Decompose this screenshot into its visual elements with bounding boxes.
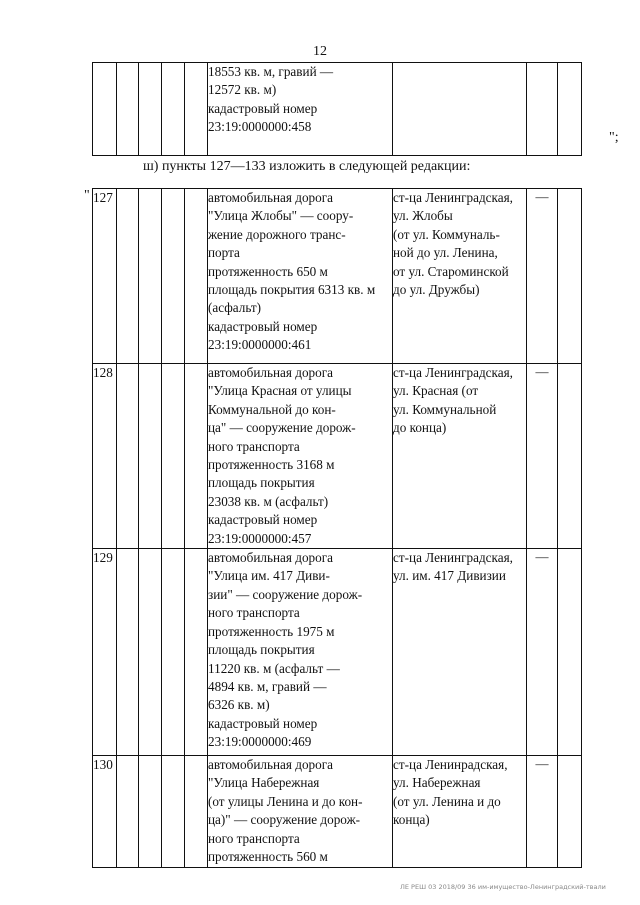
page-number: 12: [313, 44, 327, 59]
table-cell: [558, 756, 582, 867]
table-cell: [162, 63, 185, 156]
object-description: 18553 кв. м, гравий — 12572 кв. м) кадастровый номер 23:19:0000000:458: [208, 63, 393, 156]
table-cell: [139, 756, 162, 867]
table-cell: [185, 189, 208, 364]
row-number: 127: [93, 189, 117, 364]
closing-quote: ";: [609, 130, 619, 145]
table-cell: [117, 364, 139, 549]
dash-mark: —: [527, 549, 558, 756]
row-number: 130: [93, 756, 117, 867]
table-cell: [558, 549, 582, 756]
table-cell: [162, 189, 185, 364]
dash-mark: —: [527, 756, 558, 867]
table-row: [93, 63, 582, 156]
table-cell: [393, 63, 527, 156]
object-address: ст-ца Ленинградская, ул. Жлобы (от ул. Коммуналь- ной до ул. Ленина, от ул. Староминской до ул. Дружбы): [393, 189, 527, 364]
opening-quote: ": [84, 188, 90, 203]
table-row: [93, 364, 582, 549]
table-cell: [527, 63, 558, 156]
table-cell: [162, 549, 185, 756]
table-row: [93, 549, 582, 756]
dash-mark: —: [527, 364, 558, 549]
table-cell: [185, 364, 208, 549]
object-address: ст-ца Ленинградская, ул. им. 417 Дивизии: [393, 549, 527, 756]
row-number: 129: [93, 549, 117, 756]
table-cell: [558, 189, 582, 364]
table-cell: [139, 549, 162, 756]
table-cell: [185, 756, 208, 867]
table-cell: [117, 63, 139, 156]
table-cell: [162, 756, 185, 867]
table-cell: [139, 189, 162, 364]
object-description: автомобильная дорога "Улица Набережная (от улицы Ленина и до кон- ца)" — сооружение дорож- ного транспорта протяженность 560 м: [208, 756, 393, 867]
table-cell: [558, 364, 582, 549]
roads-table: [92, 188, 582, 868]
table-cell: [139, 63, 162, 156]
table-cell: [139, 364, 162, 549]
object-address: ст-ца Ленинрадская, ул. Набережная (от ул. Ленина и до конца): [393, 756, 527, 867]
table-cell: [117, 549, 139, 756]
object-address: ст-ца Ленинградская, ул. Красная (от ул. Коммунальной до конца): [393, 364, 527, 549]
row-number: 128: [93, 364, 117, 549]
previous-table-fragment: [92, 62, 582, 156]
table-row: [93, 756, 582, 867]
object-description: автомобильная дорога "Улица Красная от улицы Коммунальной до кон- ца" — сооружение дорож- ного транспорта протяженность 3168 м площадь покрытия 23038 кв. м (асфальт) кадастровый номер 23:19:0000000:457: [208, 364, 393, 549]
table-row: [93, 189, 582, 364]
table-cell: [93, 63, 117, 156]
table-cell: [117, 756, 139, 867]
table-cell: [185, 63, 208, 156]
object-description: автомобильная дорога "Улица им. 417 Диви- зии" — сооружение дорож- ного транспорта протяженность 1975 м площадь покрытия 11220 кв. м (асфальт — 4894 кв. м, гравий — 6326 кв. м) кадастровый номер 23:19:0000000:469: [208, 549, 393, 756]
object-description: автомобильная дорога "Улица Жлобы" — соору- жение дорожного транс- порта протяженность 650 м площадь покрытия 6313 кв. м (асфальт) кадастровый номер 23:19:0000000:461: [208, 189, 393, 364]
table-cell: [162, 364, 185, 549]
footer-file-reference: ЛЕ РЕШ 03 2018/09 36 им-имущество-Ленинградский-твали: [400, 883, 606, 891]
table-cell: [558, 63, 582, 156]
table-cell: [117, 189, 139, 364]
dash-mark: —: [527, 189, 558, 364]
table-cell: [185, 549, 208, 756]
section-heading: ш) пункты 127—133 изложить в следующей редакции:: [143, 159, 471, 174]
